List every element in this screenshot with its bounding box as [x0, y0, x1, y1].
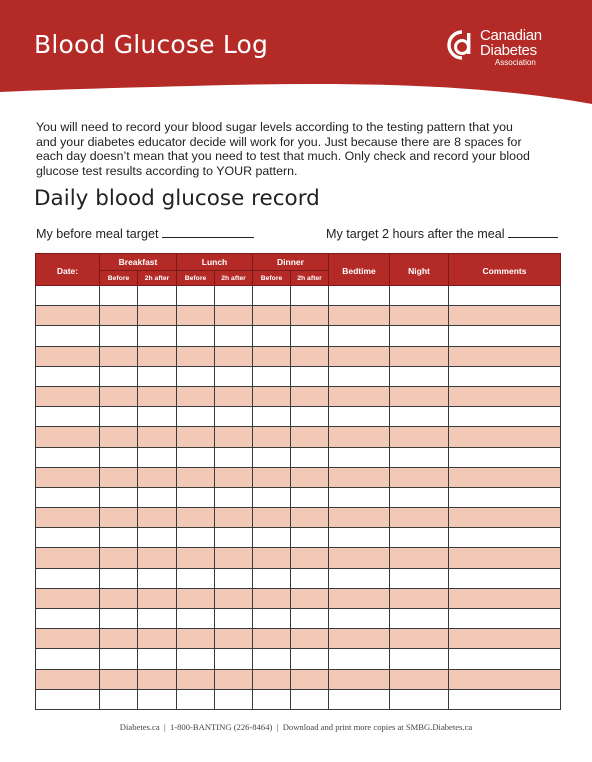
- table-cell[interactable]: [390, 629, 449, 649]
- table-cell[interactable]: [291, 649, 329, 669]
- table-cell[interactable]: [100, 286, 138, 306]
- table-cell[interactable]: [215, 528, 253, 548]
- table-cell[interactable]: [177, 588, 215, 608]
- logo-line-2: Diabetes: [480, 42, 537, 59]
- table-cell[interactable]: [138, 689, 177, 709]
- table-cell[interactable]: [329, 306, 390, 326]
- table-cell[interactable]: [329, 346, 390, 366]
- table-cell[interactable]: [291, 568, 329, 588]
- footer: [0, 722, 592, 732]
- table-cell[interactable]: [138, 467, 177, 487]
- table-cell[interactable]: [329, 568, 390, 588]
- table-cell[interactable]: [100, 548, 138, 568]
- table-cell[interactable]: [100, 609, 138, 629]
- table-cell[interactable]: [390, 467, 449, 487]
- table-cell[interactable]: [100, 447, 138, 467]
- table-cell[interactable]: [177, 548, 215, 568]
- table-cell[interactable]: [215, 467, 253, 487]
- table-cell[interactable]: [390, 588, 449, 608]
- table-cell[interactable]: [253, 609, 291, 629]
- table-cell[interactable]: [215, 669, 253, 689]
- table-cell[interactable]: [291, 487, 329, 507]
- table-cell[interactable]: [100, 346, 138, 366]
- table-cell[interactable]: [215, 447, 253, 467]
- table-cell[interactable]: [253, 689, 291, 709]
- table-cell[interactable]: [36, 487, 100, 507]
- table-cell[interactable]: [36, 346, 100, 366]
- table-row: [36, 588, 561, 608]
- table-cell[interactable]: [449, 487, 561, 507]
- col-night: Night: [390, 254, 449, 286]
- glucose-log-body: [36, 286, 561, 710]
- table-cell[interactable]: [329, 528, 390, 548]
- table-cell[interactable]: [100, 588, 138, 608]
- table-cell[interactable]: [253, 326, 291, 346]
- col-lunch-before: Before: [177, 271, 215, 286]
- table-cell[interactable]: [36, 427, 100, 447]
- table-cell[interactable]: [138, 528, 177, 548]
- table-cell[interactable]: [36, 286, 100, 306]
- cda-logo-icon: [447, 30, 477, 65]
- table-cell[interactable]: [100, 649, 138, 669]
- table-cell[interactable]: [253, 649, 291, 669]
- table-row: [36, 508, 561, 528]
- table-cell[interactable]: [253, 407, 291, 427]
- table-cell[interactable]: [177, 487, 215, 507]
- col-lunch: Lunch: [177, 254, 253, 271]
- table-cell[interactable]: [449, 609, 561, 629]
- table-cell[interactable]: [449, 588, 561, 608]
- table-cell[interactable]: [390, 487, 449, 507]
- table-cell[interactable]: [177, 386, 215, 406]
- table-cell[interactable]: [449, 366, 561, 386]
- footer-site: Diabetes.ca: [119, 722, 160, 732]
- table-cell[interactable]: [215, 487, 253, 507]
- after-meal-target-label: My target 2 hours after the meal: [326, 227, 505, 241]
- table-row: [36, 326, 561, 346]
- table-cell[interactable]: [177, 467, 215, 487]
- table-row: [36, 306, 561, 326]
- table-cell[interactable]: [390, 447, 449, 467]
- table-cell[interactable]: [449, 467, 561, 487]
- table-cell[interactable]: [291, 366, 329, 386]
- table-cell[interactable]: [449, 548, 561, 568]
- table-cell[interactable]: [329, 487, 390, 507]
- table-cell[interactable]: [215, 609, 253, 629]
- table-cell[interactable]: [449, 427, 561, 447]
- table-row: [36, 609, 561, 629]
- table-cell[interactable]: [215, 649, 253, 669]
- table-cell[interactable]: [138, 386, 177, 406]
- table-row: [36, 366, 561, 386]
- table-cell[interactable]: [291, 407, 329, 427]
- table-cell[interactable]: [253, 306, 291, 326]
- table-cell[interactable]: [449, 346, 561, 366]
- table-cell[interactable]: [138, 326, 177, 346]
- table-cell[interactable]: [329, 649, 390, 669]
- after-meal-target: [326, 225, 558, 241]
- table-cell[interactable]: [177, 326, 215, 346]
- table-cell[interactable]: [177, 508, 215, 528]
- targets-row: [36, 225, 558, 243]
- table-row: [36, 629, 561, 649]
- table-cell[interactable]: [329, 366, 390, 386]
- table-cell[interactable]: [215, 689, 253, 709]
- table-cell[interactable]: [138, 568, 177, 588]
- table-row: [36, 528, 561, 548]
- table-cell[interactable]: [291, 669, 329, 689]
- table-cell[interactable]: [291, 528, 329, 548]
- table-cell[interactable]: [138, 366, 177, 386]
- table-cell[interactable]: [291, 629, 329, 649]
- table-cell[interactable]: [138, 649, 177, 669]
- table-cell[interactable]: [291, 386, 329, 406]
- table-cell[interactable]: [215, 427, 253, 447]
- table-cell[interactable]: [138, 487, 177, 507]
- table-cell[interactable]: [36, 326, 100, 346]
- table-cell[interactable]: [215, 366, 253, 386]
- before-meal-target-blank[interactable]: [162, 225, 254, 238]
- before-meal-target-label: My before meal target: [36, 227, 159, 241]
- table-cell[interactable]: [390, 508, 449, 528]
- table-cell[interactable]: [291, 346, 329, 366]
- table-cell[interactable]: [100, 427, 138, 447]
- table-cell[interactable]: [291, 548, 329, 568]
- table-cell[interactable]: [449, 386, 561, 406]
- table-cell[interactable]: [138, 286, 177, 306]
- logo-line-3: Association: [494, 58, 536, 67]
- col-date: Date:: [36, 254, 100, 286]
- table-cell[interactable]: [36, 548, 100, 568]
- table-cell[interactable]: [253, 508, 291, 528]
- table-cell[interactable]: [253, 427, 291, 447]
- table-cell[interactable]: [291, 508, 329, 528]
- table-cell[interactable]: [177, 609, 215, 629]
- col-breakfast: Breakfast: [100, 254, 177, 271]
- col-dinner-after: 2h after: [291, 271, 329, 286]
- table-cell[interactable]: [100, 568, 138, 588]
- table-cell[interactable]: [36, 467, 100, 487]
- table-cell[interactable]: [390, 528, 449, 548]
- table-cell[interactable]: [449, 306, 561, 326]
- table-cell[interactable]: [329, 427, 390, 447]
- table-cell[interactable]: [36, 609, 100, 629]
- table-cell[interactable]: [100, 366, 138, 386]
- table-cell[interactable]: [215, 326, 253, 346]
- table-cell[interactable]: [177, 447, 215, 467]
- table-cell[interactable]: [329, 609, 390, 629]
- table-cell[interactable]: [36, 407, 100, 427]
- table-row: [36, 286, 561, 306]
- table-cell[interactable]: [390, 649, 449, 669]
- table-cell[interactable]: [36, 629, 100, 649]
- table-cell[interactable]: [215, 548, 253, 568]
- table-row: [36, 649, 561, 669]
- table-cell[interactable]: [329, 286, 390, 306]
- table-cell[interactable]: [291, 306, 329, 326]
- section-title: Daily blood glucose record: [34, 186, 320, 211]
- table-cell[interactable]: [253, 467, 291, 487]
- table-cell[interactable]: [100, 326, 138, 346]
- table-cell[interactable]: [215, 306, 253, 326]
- table-row: [36, 346, 561, 366]
- table-cell[interactable]: [449, 629, 561, 649]
- table-cell[interactable]: [36, 386, 100, 406]
- intro-paragraph: [36, 120, 536, 178]
- table-cell[interactable]: [449, 508, 561, 528]
- table-cell[interactable]: [177, 407, 215, 427]
- table-cell[interactable]: [100, 487, 138, 507]
- col-dinner-before: Before: [253, 271, 291, 286]
- table-cell[interactable]: [329, 669, 390, 689]
- table-cell[interactable]: [100, 508, 138, 528]
- table-cell[interactable]: [329, 407, 390, 427]
- table-cell[interactable]: [291, 467, 329, 487]
- table-cell[interactable]: [215, 568, 253, 588]
- intro-text: You will need to record your blood sugar levels according to the testing pattern that you and your diabetes educator decide will work for you. Just because there are 8 spaces for each day doesn’t mean that you need to test that much. Only check and record your blood glucose test results according to YOUR pattern.: [36, 120, 530, 178]
- table-cell[interactable]: [215, 629, 253, 649]
- table-cell[interactable]: [100, 467, 138, 487]
- table-cell[interactable]: [138, 609, 177, 629]
- table-cell[interactable]: [253, 447, 291, 467]
- table-cell[interactable]: [177, 286, 215, 306]
- table-cell[interactable]: [449, 528, 561, 548]
- table-cell[interactable]: [390, 346, 449, 366]
- table-cell[interactable]: [253, 286, 291, 306]
- table-cell[interactable]: [390, 326, 449, 346]
- table-cell[interactable]: [449, 689, 561, 709]
- table-cell[interactable]: [215, 508, 253, 528]
- table-cell[interactable]: [100, 386, 138, 406]
- footer-phone: 1-800-BANTING (226-8464): [169, 722, 273, 732]
- table-cell[interactable]: [329, 386, 390, 406]
- table-cell[interactable]: [329, 588, 390, 608]
- table-cell[interactable]: [253, 386, 291, 406]
- table-cell[interactable]: [253, 548, 291, 568]
- table-cell[interactable]: [36, 366, 100, 386]
- table-cell[interactable]: [449, 286, 561, 306]
- table-cell[interactable]: [449, 447, 561, 467]
- table-cell[interactable]: [177, 689, 215, 709]
- table-cell[interactable]: [138, 346, 177, 366]
- table-cell[interactable]: [291, 427, 329, 447]
- table-cell[interactable]: [177, 427, 215, 447]
- table-cell[interactable]: [390, 386, 449, 406]
- table-cell[interactable]: [449, 326, 561, 346]
- table-cell[interactable]: [215, 588, 253, 608]
- table-cell[interactable]: [215, 346, 253, 366]
- table-cell[interactable]: [36, 669, 100, 689]
- table-row: [36, 548, 561, 568]
- table-row: [36, 407, 561, 427]
- table-cell[interactable]: [449, 407, 561, 427]
- table-cell[interactable]: [329, 467, 390, 487]
- table-cell[interactable]: [138, 669, 177, 689]
- table-cell[interactable]: [329, 548, 390, 568]
- table-row: [36, 487, 561, 507]
- col-breakfast-before: Before: [100, 271, 138, 286]
- table-row: [36, 386, 561, 406]
- table-cell[interactable]: [138, 427, 177, 447]
- after-meal-target-blank[interactable]: [508, 225, 558, 238]
- table-cell[interactable]: [100, 306, 138, 326]
- table-cell[interactable]: [177, 366, 215, 386]
- table-cell[interactable]: [138, 548, 177, 568]
- table-row: [36, 427, 561, 447]
- table-cell[interactable]: [291, 447, 329, 467]
- table-cell[interactable]: [138, 306, 177, 326]
- table-cell[interactable]: [253, 629, 291, 649]
- table-cell[interactable]: [100, 669, 138, 689]
- table-cell[interactable]: [177, 669, 215, 689]
- table-row: [36, 689, 561, 709]
- table-cell[interactable]: [36, 568, 100, 588]
- footer-separator-1: |: [163, 722, 166, 732]
- table-cell[interactable]: [449, 669, 561, 689]
- table-cell[interactable]: [100, 407, 138, 427]
- table-cell[interactable]: [291, 609, 329, 629]
- table-cell[interactable]: [215, 286, 253, 306]
- table-cell[interactable]: [329, 508, 390, 528]
- table-row: [36, 447, 561, 467]
- table-cell[interactable]: [390, 427, 449, 447]
- table-cell[interactable]: [449, 649, 561, 669]
- col-breakfast-after: 2h after: [138, 271, 177, 286]
- table-cell[interactable]: [449, 568, 561, 588]
- table-cell[interactable]: [177, 346, 215, 366]
- table-cell[interactable]: [100, 689, 138, 709]
- footer-note: Download and print more copies at SMBG.Diabetes.ca: [282, 722, 473, 732]
- table-cell[interactable]: [329, 689, 390, 709]
- col-lunch-after: 2h after: [215, 271, 253, 286]
- logo-wordmark: [480, 28, 542, 67]
- table-cell[interactable]: [138, 508, 177, 528]
- table-cell[interactable]: [390, 306, 449, 326]
- table-cell[interactable]: [177, 568, 215, 588]
- table-cell[interactable]: [177, 649, 215, 669]
- table-cell[interactable]: [100, 629, 138, 649]
- table-cell[interactable]: [36, 649, 100, 669]
- table-cell[interactable]: [138, 629, 177, 649]
- table-cell[interactable]: [253, 366, 291, 386]
- table-cell[interactable]: [390, 407, 449, 427]
- table-cell[interactable]: [253, 487, 291, 507]
- table-cell[interactable]: [291, 588, 329, 608]
- table-cell[interactable]: [253, 346, 291, 366]
- table-cell[interactable]: [291, 689, 329, 709]
- table-row: [36, 669, 561, 689]
- glucose-log-table: [35, 253, 561, 710]
- col-bedtime: Bedtime: [329, 254, 390, 286]
- table-cell[interactable]: [329, 447, 390, 467]
- table-cell[interactable]: [138, 447, 177, 467]
- before-meal-target: [36, 225, 254, 241]
- table-cell[interactable]: [36, 306, 100, 326]
- table-cell[interactable]: [390, 669, 449, 689]
- table-cell[interactable]: [329, 629, 390, 649]
- table-cell[interactable]: [215, 407, 253, 427]
- table-cell[interactable]: [36, 528, 100, 548]
- table-cell[interactable]: [253, 588, 291, 608]
- table-cell[interactable]: [253, 528, 291, 548]
- table-cell[interactable]: [390, 548, 449, 568]
- table-cell[interactable]: [36, 588, 100, 608]
- table-cell[interactable]: [291, 326, 329, 346]
- table-cell[interactable]: [36, 447, 100, 467]
- table-cell[interactable]: [329, 326, 390, 346]
- table-row: [36, 467, 561, 487]
- table-cell[interactable]: [253, 568, 291, 588]
- table-cell[interactable]: [177, 306, 215, 326]
- col-comments: Comments: [449, 254, 561, 286]
- footer-separator-2: |: [276, 722, 279, 732]
- table-cell[interactable]: [253, 669, 291, 689]
- table-cell[interactable]: [215, 386, 253, 406]
- page-title: Blood Glucose Log: [34, 30, 269, 59]
- table-cell[interactable]: [390, 286, 449, 306]
- table-cell[interactable]: [390, 366, 449, 386]
- table-cell[interactable]: [390, 609, 449, 629]
- table-cell[interactable]: [138, 407, 177, 427]
- table-cell[interactable]: [36, 689, 100, 709]
- table-cell[interactable]: [36, 508, 100, 528]
- table-cell[interactable]: [291, 286, 329, 306]
- table-cell[interactable]: [100, 528, 138, 548]
- logo-line-1: Canadian: [480, 27, 542, 44]
- cda-logo: [447, 28, 567, 78]
- table-cell[interactable]: [177, 528, 215, 548]
- table-cell[interactable]: [177, 629, 215, 649]
- table-cell[interactable]: [138, 588, 177, 608]
- table-cell[interactable]: [390, 689, 449, 709]
- table-row: [36, 568, 561, 588]
- col-dinner: Dinner: [253, 254, 329, 271]
- table-cell[interactable]: [390, 568, 449, 588]
